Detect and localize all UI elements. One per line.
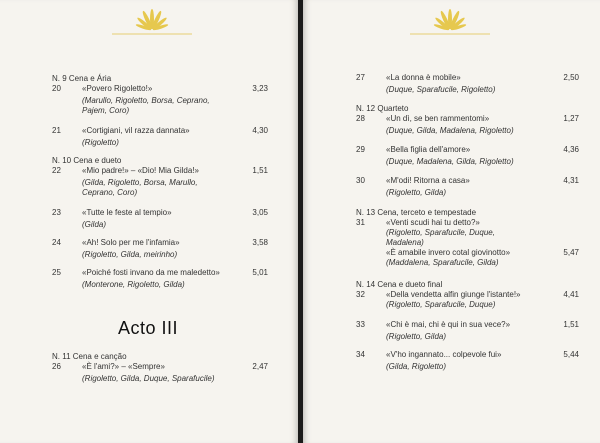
section-heading: N. 9 Cena e Ária — [52, 74, 112, 83]
section-heading: N. 11 Cena e canção — [52, 352, 127, 361]
track-row — [356, 145, 596, 165]
track-number: 25 — [52, 268, 61, 277]
track-cast: (Duque, Sparafucile, Rigoletto) — [386, 85, 496, 94]
track-number: 27 — [356, 73, 365, 82]
track-number: 23 — [52, 208, 61, 217]
track-cast: (Rigoletto, Gilda, Duque, Sparafucile) — [82, 374, 215, 383]
track-duration: 4,41 — [563, 290, 579, 299]
track-title: «È l'ami?» – «Sempre» — [82, 362, 165, 371]
right-page — [303, 0, 600, 443]
track-row — [356, 73, 596, 93]
track-duration: 2,47 — [252, 362, 268, 371]
track-duration: 5,01 — [252, 268, 268, 277]
track-cast: (Rigoletto, Sparafucile, Duque, — [386, 228, 495, 237]
track-title: «Povero Rigoletto!» — [82, 84, 153, 93]
track-duration: 4,31 — [563, 176, 579, 185]
track-title: «Tutte le feste al tempio» — [82, 208, 172, 217]
track-row — [52, 126, 292, 146]
track-row — [356, 350, 596, 370]
track-cast: (Rigoletto, Gilda) — [386, 332, 447, 341]
track-row — [356, 176, 596, 196]
track-row — [52, 268, 292, 288]
track-row — [52, 84, 292, 114]
track-title: «Della vendetta alfin giunge l'istante!» — [386, 290, 521, 299]
track-number: 21 — [52, 126, 61, 135]
track-row — [52, 166, 292, 196]
track-cast: Madalena) — [386, 238, 424, 247]
track-cast: (Marullo, Rigoletto, Borsa, Ceprano, — [82, 96, 210, 105]
track-title: «Venti scudi hai tu detto?» — [386, 218, 480, 227]
section-heading: N. 14 Cena e dueto final — [356, 280, 443, 289]
section-heading: N. 10 Cena e dueto — [52, 156, 122, 165]
track-cast: (Monterone, Rigoletto, Gilda) — [82, 280, 185, 289]
track-row — [356, 290, 596, 310]
track-row — [52, 208, 292, 228]
shell-ornament-icon — [112, 8, 212, 38]
track-number: 22 — [52, 166, 61, 175]
track-number: 29 — [356, 145, 365, 154]
track-number: 32 — [356, 290, 365, 299]
track-number: 30 — [356, 176, 365, 185]
track-duration: 3,58 — [252, 238, 268, 247]
section-heading: N. 12 Quarteto — [356, 104, 409, 113]
track-number: 34 — [356, 350, 365, 359]
track-cast: (Duque, Madalena, Gilda, Rigoletto) — [386, 157, 514, 166]
track-row — [52, 238, 292, 258]
track-title: «Mio padre!» – «Dio! Mia Gilda!» — [82, 166, 199, 175]
track-duration: 1,51 — [563, 320, 579, 329]
track-cast: (Gilda, Rigoletto, Borsa, Marullo, — [82, 178, 198, 187]
track-title: «Bella figlia dell'amore» — [386, 145, 471, 154]
track-duration: 3,05 — [252, 208, 268, 217]
track-duration: 1,51 — [252, 166, 268, 175]
track-number: 31 — [356, 218, 365, 227]
track-duration: 3,23 — [252, 84, 268, 93]
track-row — [356, 114, 596, 134]
track-cast: (Duque, Gilda, Madalena, Rigoletto) — [386, 126, 514, 135]
track-number: 26 — [52, 362, 61, 371]
track-cast: (Rigoletto, Sparafucile, Duque) — [386, 300, 496, 309]
track-number: 33 — [356, 320, 365, 329]
track-title: «M'odi! Ritorna a casa» — [386, 176, 470, 185]
track-row — [52, 362, 292, 392]
track-duration: 4,36 — [563, 145, 579, 154]
track-cast: (Rigoletto, Gilda, meirinho) — [82, 250, 178, 259]
track-duration: 1,27 — [563, 114, 579, 123]
track-title: «Chi è mai, chi è qui in sua vece?» — [386, 320, 511, 329]
track-cast: (Maddalena, Sparafucile, Gilda) — [386, 258, 499, 267]
track-cast: (Rigoletto) — [82, 138, 119, 147]
track-duration: 5,47 — [563, 248, 579, 257]
track-cast: (Gilda) — [82, 220, 107, 229]
track-title: «V'ho ingannato... colpevole fui» — [386, 350, 502, 359]
track-title: «Un dì, se ben rammentomi» — [386, 114, 490, 123]
track-duration: 2,50 — [563, 73, 579, 82]
track-duration: 5,44 — [563, 350, 579, 359]
act-heading: Acto III — [118, 318, 179, 338]
track-title: «La donna è mobile» — [386, 73, 461, 82]
track-duration: 4,30 — [252, 126, 268, 135]
left-page — [0, 0, 298, 443]
track-row — [356, 218, 596, 270]
track-cast: Ceprano, Coro) — [82, 188, 138, 197]
track-cast: (Gilda, Rigoletto) — [386, 362, 447, 371]
section-heading: N. 13 Cena, terceto e tempestade — [356, 208, 477, 217]
track-title: «È amabile invero cotal giovinotto» — [386, 248, 511, 257]
track-title: «Cortigiani, vil razza dannata» — [82, 126, 190, 135]
track-title: «Ah! Solo per me l'infamia» — [82, 238, 180, 247]
track-row — [356, 320, 596, 340]
track-number: 28 — [356, 114, 365, 123]
track-number: 20 — [52, 84, 61, 93]
track-title: «Poiché fosti invano da me maledetto» — [82, 268, 220, 277]
track-cast: Pajem, Coro) — [82, 106, 130, 115]
track-number: 24 — [52, 238, 61, 247]
shell-ornament-icon — [410, 8, 510, 38]
track-cast: (Rigoletto, Gilda) — [386, 188, 447, 197]
